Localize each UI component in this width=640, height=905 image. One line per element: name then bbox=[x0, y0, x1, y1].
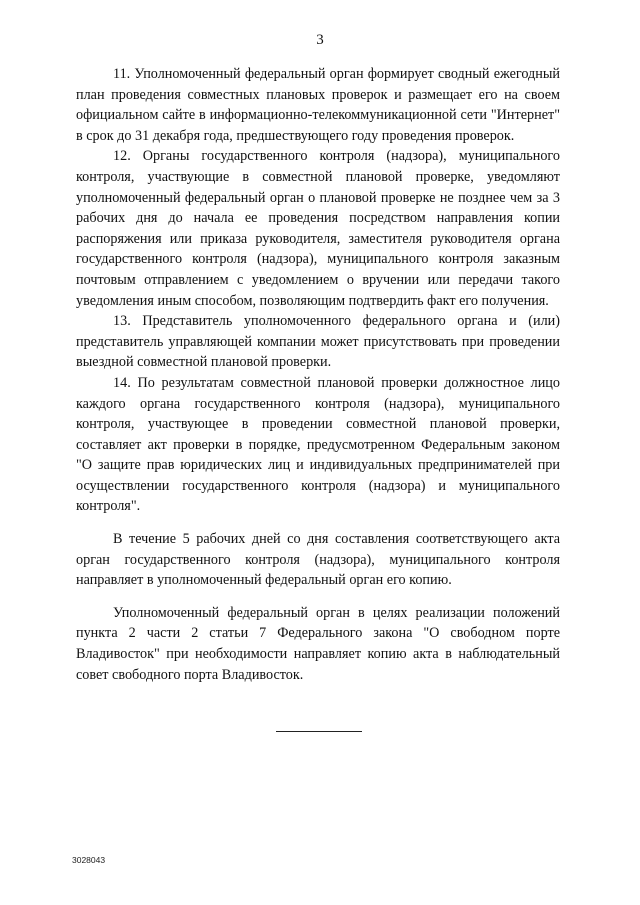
paragraph-14: 14. По результатам совместной плановой проверки должностное лицо каждого органа государственного контроля (надзора), муниципального контроля, участвующее в проведении совместной плановой проверки, составляет акт проверки в порядке, предусмотренном Федеральным законом "О защите прав юридических лиц и индивидуальных предпринимателей при осуществлении государственного контроля (надзора) и муниципального контроля". bbox=[76, 374, 560, 515]
end-divider bbox=[276, 731, 362, 732]
page-number: 3 bbox=[316, 32, 324, 48]
paragraph-copy-deadline: В течение 5 рабочих дней со дня составления соответствующего акта орган государственного контроля (надзора), муниципального контроля направляет в уполномоченный федеральный орган его копию. bbox=[76, 531, 560, 589]
paragraph-13: 13. Представитель уполномоченного федерального органа и (или) представитель управляющей компании может присутствовать при проведении выездной совместной плановой проверки. bbox=[76, 313, 560, 371]
document-code: 3028043 bbox=[72, 855, 106, 865]
paragraph-11: 11. Уполномоченный федеральный орган формирует сводный ежегодный план проведения совместных плановых проверок и размещает его на своем официальном сайте в информационно-телекоммуникационной сети "Интернет" в срок до 31 декабря года, предшествующего году проведения проверок. bbox=[76, 66, 560, 144]
paragraph-supervisory-board: Уполномоченный федеральный орган в целях реализации положений пункта 2 части 2 статьи 7 Федерального закона "О свободном порте Владивосток" при необходимости направляет копию акта в наблюдательный совет свободного порта Владивосток. bbox=[76, 604, 560, 683]
paragraph-12: 12. Органы государственного контроля (надзора), муниципального контроля, участвующие в совместной плановой проверке, уведомляют уполномоченный федеральный орган о плановой проверке не позднее чем за 3 рабочих дня до начала ее проведения посредством направления копии распоряжения или приказа руководителя, заместителя руководителя органа государственного контроля (надзора), муниципального контроля заказным почтовым отправлением с уведомлением о вручении или передачи такого уведомления иным способом, позволяющим подтвердить факт его получения. bbox=[76, 148, 560, 309]
document-body bbox=[76, 64, 560, 685]
